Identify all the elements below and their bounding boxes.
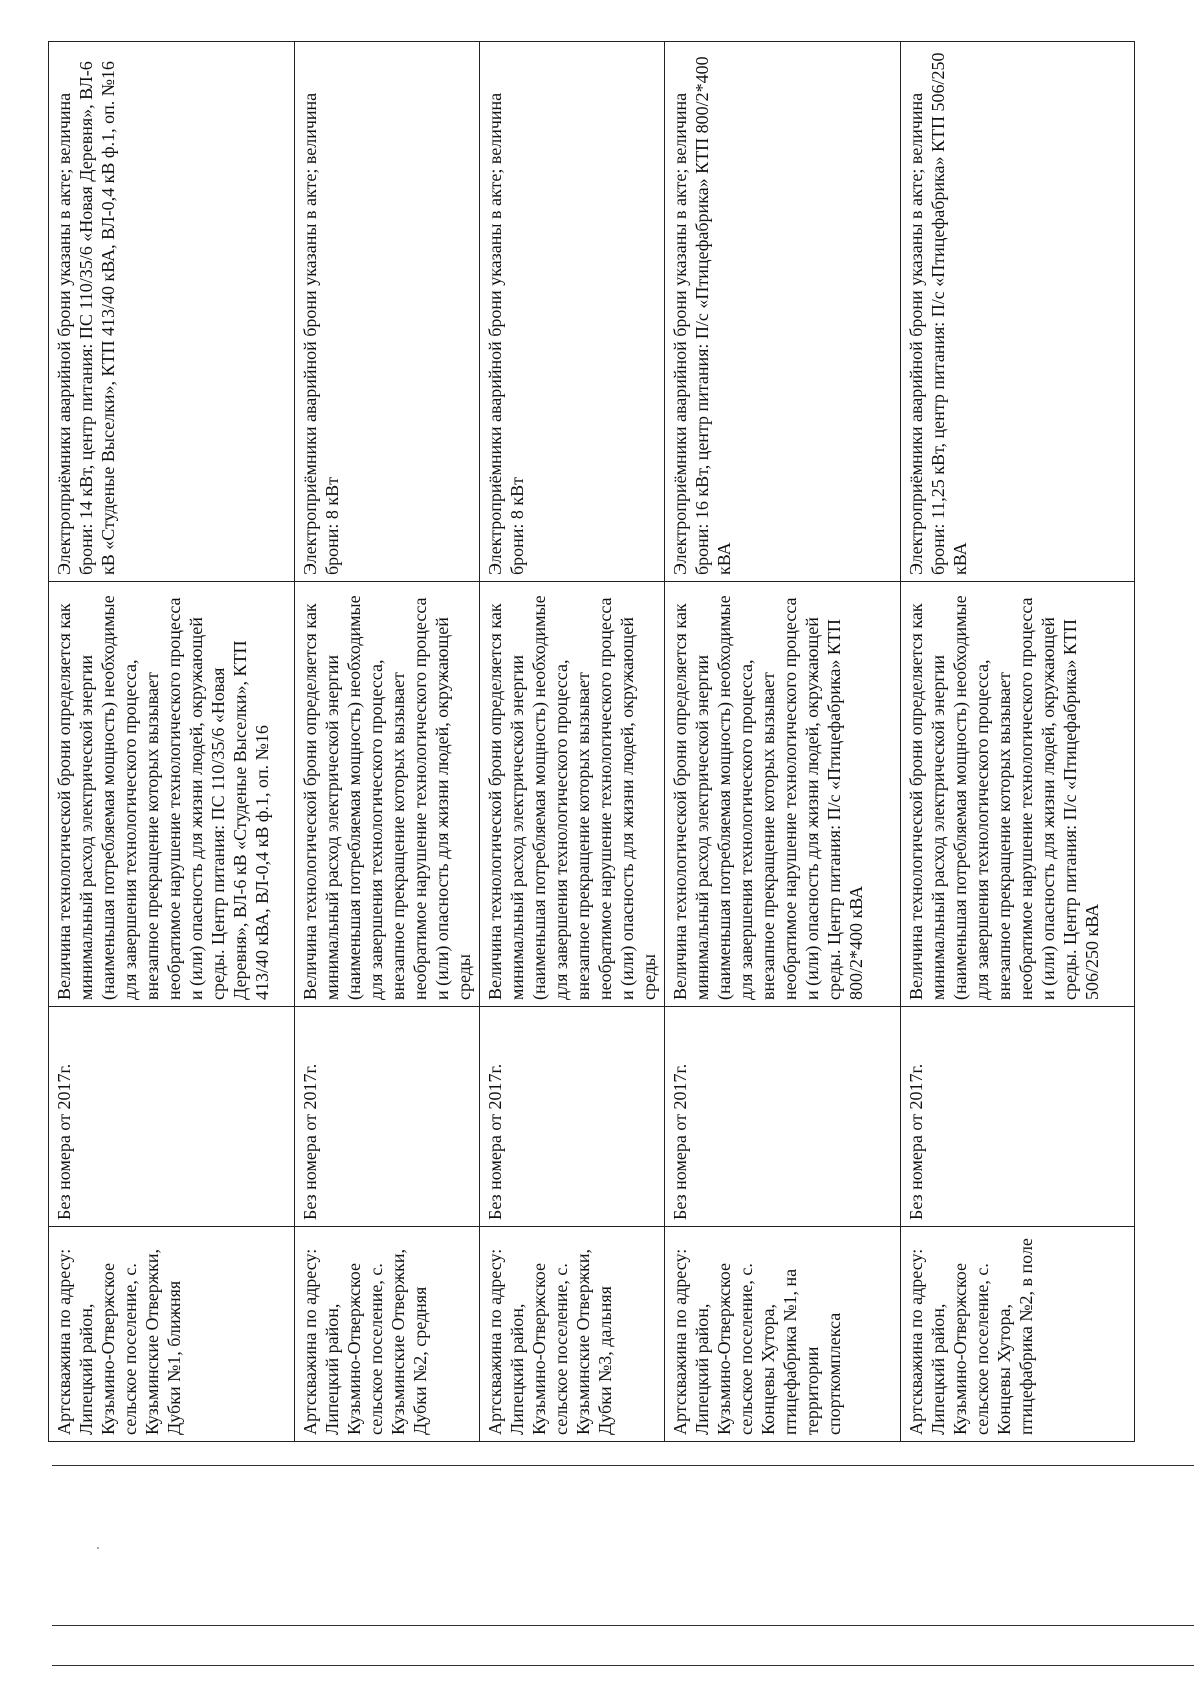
table-row: [665, 42, 901, 1442]
address-cell: Артскважина по адресу: Липецкий район, Кузьмино-Отвержское сельское поселение, с. Концевы Хутора, птицефабрика №2, в поле: [901, 1227, 1135, 1442]
technological-reserve-cell: Величина технологической брони определяется как минимальный расход электрической энергии (наименьшая потребляемая мощность) необходимые для завершения технологического процесса, внезапное прекращение которых вызывает необратимое нарушение технологического процесса и (или) опасность для жизни людей, окружающей среды. Центр питания: П/с «Птицефабрика» КТП 800/2*400 кВА: [665, 582, 901, 1007]
document-cell: Без номера от 2017г.: [480, 1007, 665, 1227]
divider-line: [52, 1465, 1194, 1466]
table-row: [480, 42, 665, 1442]
emergency-reserve-cell: Электроприёмники аварийной брони указаны в акте; величина брони: 16 кВт, центр питания: П/с «Птицефабрика» КТП 800/2*400 кВА: [665, 42, 901, 582]
emergency-reserve-table: [48, 41, 1135, 1442]
technological-reserve-cell: Величина технологической брони определяется как минимальный расход электрической энергии (наименьшая потребляемая мощность) необходимые для завершения технологического процесса, внезапное прекращение которых вызывает необратимое нарушение технологического процесса и (или) опасность для жизни людей, окружающей среды. Центр питания: П/с «Птицефабрика» КТП 506/250 кВА: [901, 582, 1135, 1007]
emergency-reserve-cell: Электроприёмники аварийной брони указаны в акте; величина брони: 14 кВт, центр питания: ПС 110/35/6 «Новая Деревня», ВЛ-6 кВ «Студеные Выселки», КТП 413/40 кВА, ВЛ-0,4 кВ ф.1, оп. №16: [49, 42, 295, 582]
scan-speck: [97, 1547, 99, 1549]
table-row: [49, 42, 295, 1442]
technological-reserve-cell: Величина технологической брони определяется как минимальный расход электрической энергии (наименьшая потребляемая мощность) необходимые для завершения технологического процесса, внезапное прекращение которых вызывает необратимое нарушение технологического процесса и (или) опасность для жизни людей, окружающей среды: [480, 582, 665, 1007]
address-cell: Артскважина по адресу: Липецкий район, Кузьмино-Отвержское сельское поселение, с. Кузьминские Отвержки, Дубки №1, ближняя: [49, 1227, 295, 1442]
technological-reserve-cell: Величина технологической брони определяется как минимальный расход электрической энергии (наименьшая потребляемая мощность) необходимые для завершения технологического процесса, внезапное прекращение которых вызывает необратимое нарушение технологического процесса и (или) опасность для жизни людей, окружающей среды: [295, 582, 480, 1007]
table-row: [901, 42, 1135, 1442]
address-cell: Артскважина по адресу: Липецкий район, Кузьмино-Отвержское сельское поселение, с. Кузьминские Отвержки, Дубки №2, средняя: [295, 1227, 480, 1442]
technological-reserve-cell: Величина технологической брони определяется как минимальный расход электрической энергии (наименьшая потребляемая мощность) необходимые для завершения технологического процесса, внезапное прекращение которых вызывает необратимое нарушение технологического процесса и (или) опасность для жизни людей, окружающей среды. Центр питания: ПС 110/35/6 «Новая Деревня», ВЛ-6 кВ «Студеные Выселки», КТП 413/40 кВА, ВЛ-0,4 кВ ф.1, оп. №16: [49, 582, 295, 1007]
document-cell: Без номера от 2017г.: [901, 1007, 1135, 1227]
document-cell: Без номера от 2017г.: [665, 1007, 901, 1227]
emergency-reserve-cell: Электроприёмники аварийной брони указаны в акте; величина брони: 8 кВт: [295, 42, 480, 582]
address-cell: Артскважина по адресу: Липецкий район, Кузьмино-Отвержское сельское поселение, с. Концевы Хутора, птицефабрика №1, на территории спорткомплекса: [665, 1227, 901, 1442]
document-cell: Без номера от 2017г.: [295, 1007, 480, 1227]
emergency-reserve-cell: Электроприёмники аварийной брони указаны в акте; величина брони: 8 кВт: [480, 42, 665, 582]
rotated-table-container: [48, 42, 1102, 1442]
address-cell: Артскважина по адресу: Липецкий район, Кузьмино-Отвержское сельское поселение, с. Кузьминские Отвержки, Дубки №3, дальняя: [480, 1227, 665, 1442]
divider-line: [52, 1665, 1194, 1666]
divider-line: [52, 1625, 1194, 1626]
emergency-reserve-cell: Электроприёмники аварийной брони указаны в акте; величина брони: 11,25 кВт, центр питания: П/с «Птицефабрика» КТП 506/250 кВА: [901, 42, 1135, 582]
table-row: [295, 42, 480, 1442]
document-cell: Без номера от 2017г.: [49, 1007, 295, 1227]
